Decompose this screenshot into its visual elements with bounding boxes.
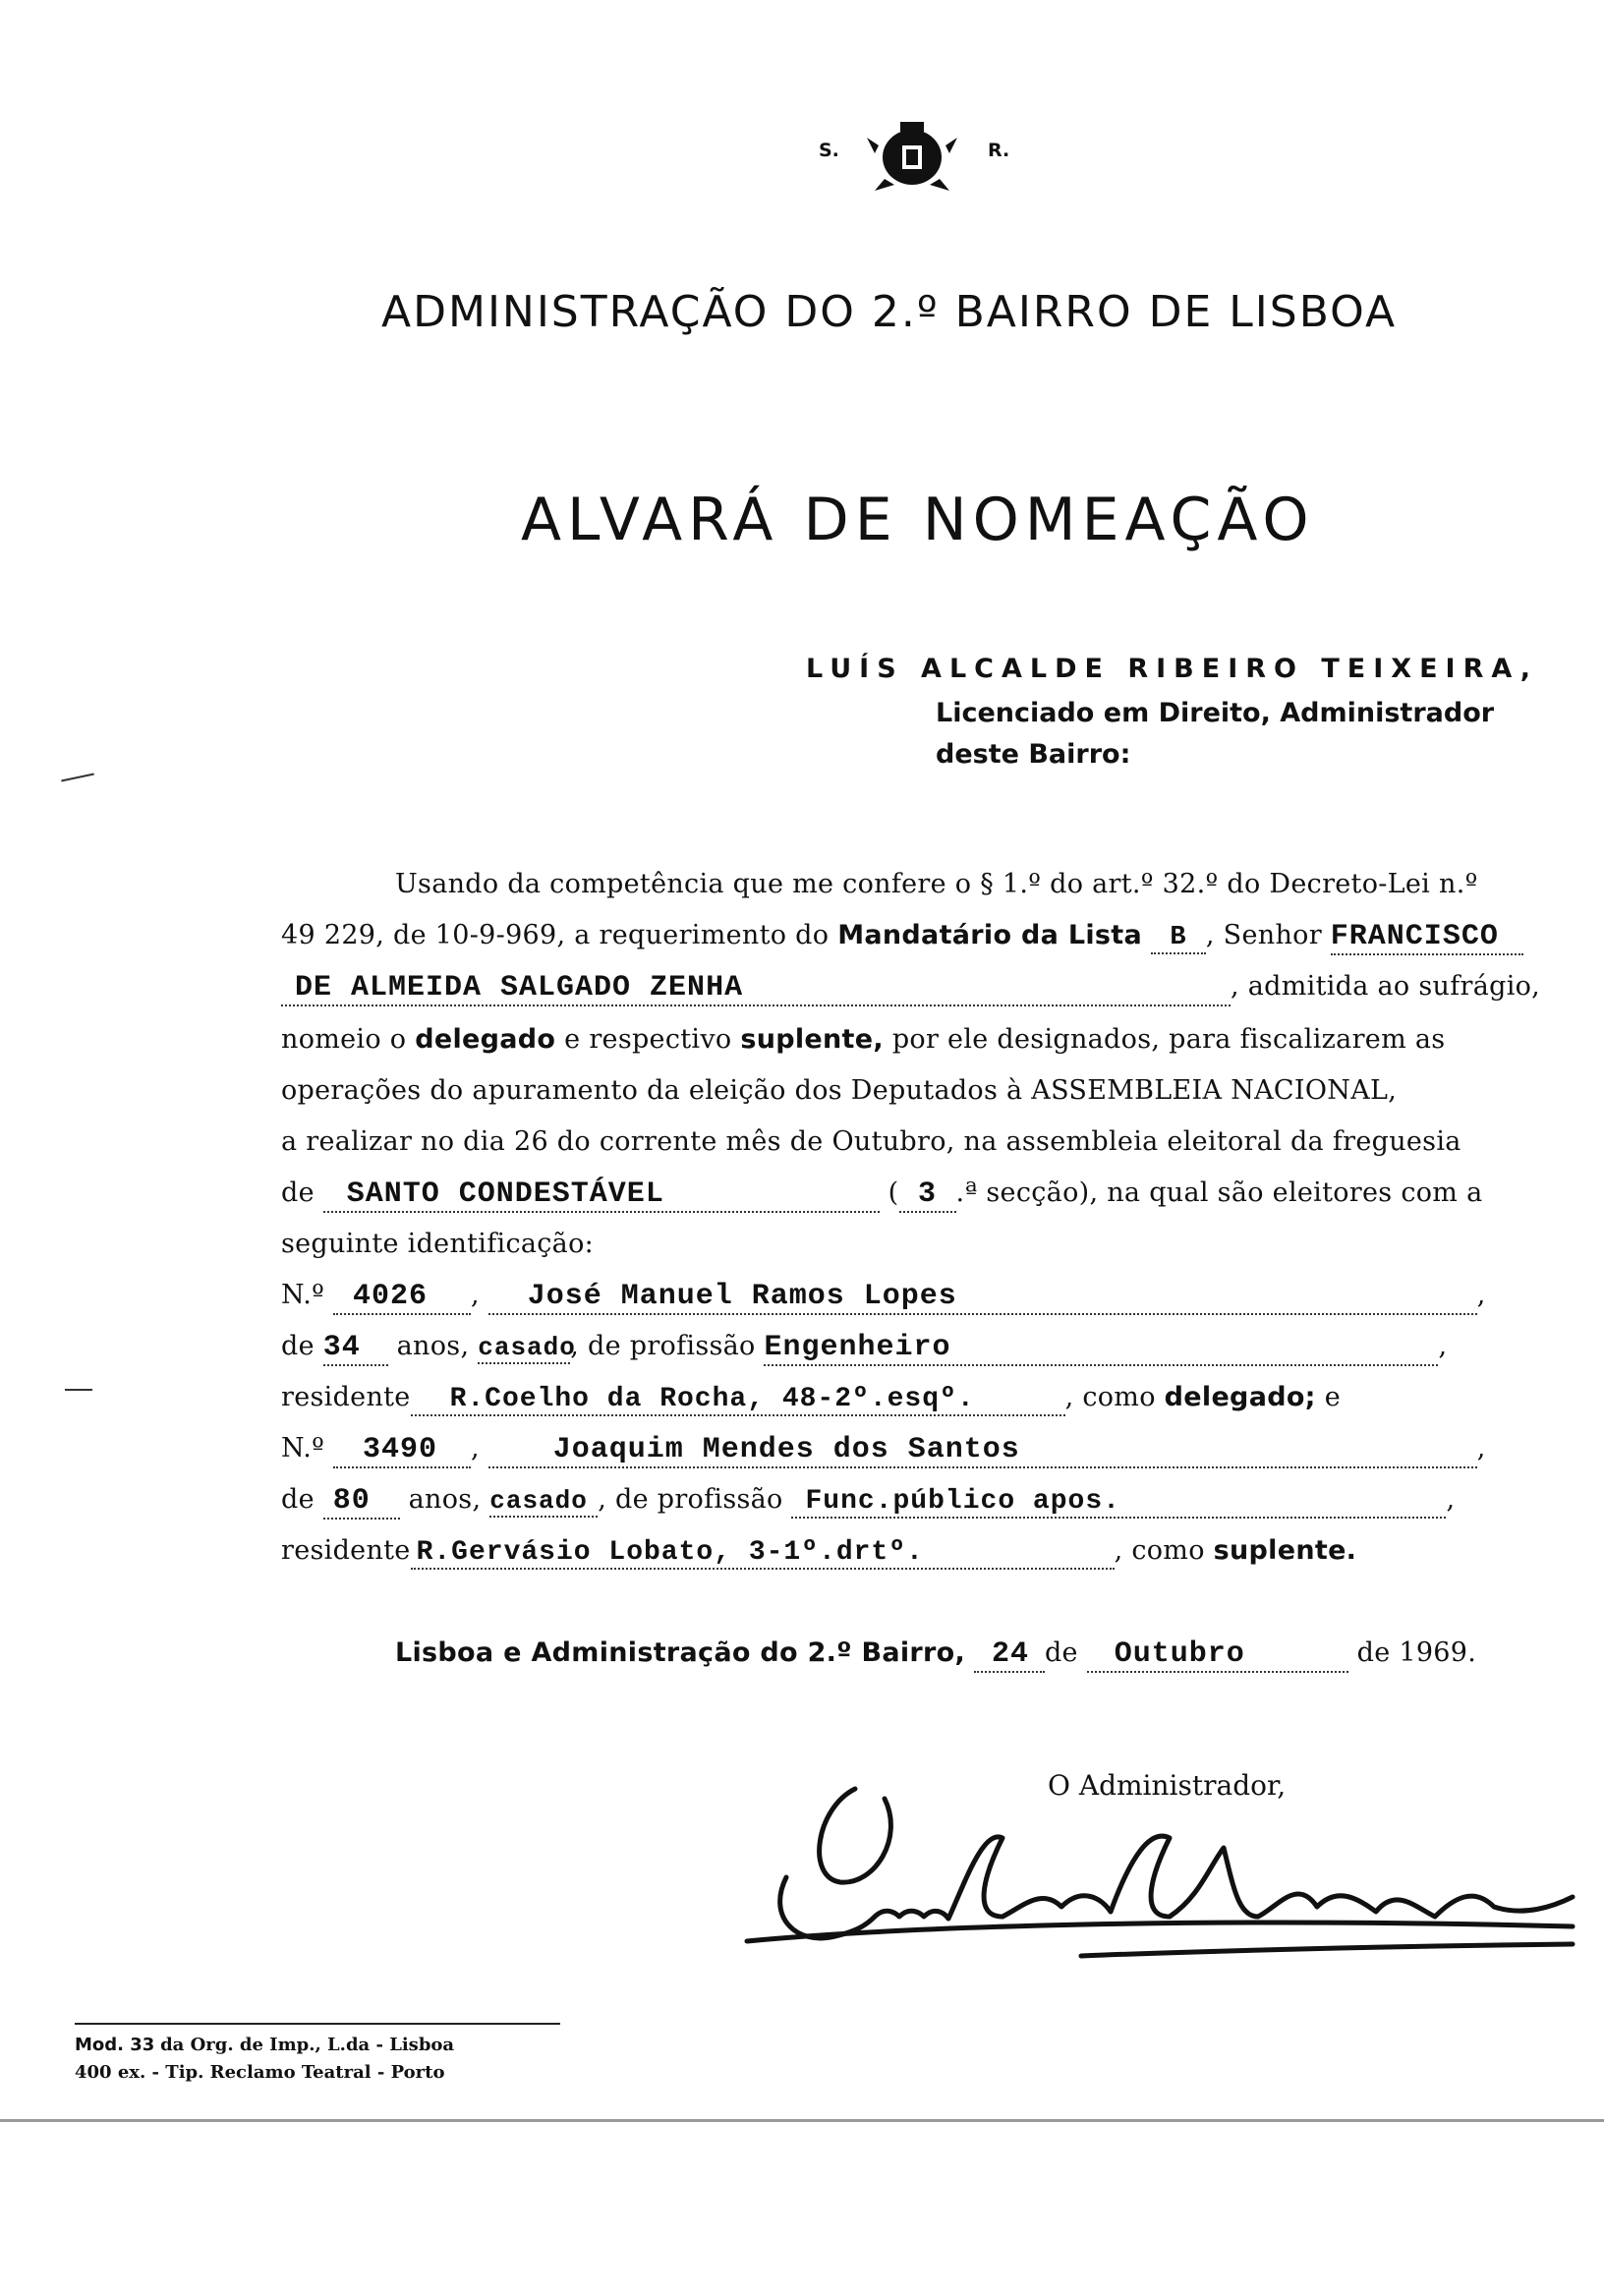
delegado-role: delegado; bbox=[1164, 1382, 1316, 1412]
body-line-3: DE ALMEIDA SALGADO ZENHA , admitida ao sufrágio, bbox=[281, 971, 1540, 1006]
document-title: ALVARÁ DE NOMEAÇÃO bbox=[521, 486, 1315, 554]
suplente-number: 3490 bbox=[362, 1433, 437, 1466]
delegado-address-row: residente R.Coelho da Rocha, 48-2º.esqº. , como delegado; e bbox=[281, 1382, 1341, 1414]
seccao-value: 3 bbox=[917, 1177, 937, 1211]
bottom-scan-edge bbox=[0, 2119, 1604, 2122]
body-line-6: a realizar no dia 26 do corrente mês de Outubro, na assembleia eleitoral da freguesia bbox=[281, 1126, 1461, 1157]
delegado-marital-status: casado bbox=[478, 1333, 576, 1362]
body-line-2: 49 229, de 10-9-969, a requerimento do Mandatário da Lista B , Senhor FRANCISCO bbox=[281, 920, 1523, 955]
issuer-jurisdiction: deste Bairro: bbox=[936, 739, 1131, 770]
delegado-age: 34 bbox=[322, 1331, 361, 1364]
suplente-age-row: de 80 anos, casado , de profissão Func.público apos. , bbox=[281, 1484, 1456, 1518]
delegado-address: R.Coelho da Rocha, 48-2º.esqº. bbox=[449, 1384, 975, 1414]
delegado-profession: Engenheiro bbox=[764, 1331, 951, 1364]
suplente-role: suplente. bbox=[1213, 1535, 1357, 1566]
delegado-name: José Manuel Ramos Lopes bbox=[527, 1280, 957, 1313]
issuer-name: LUÍS ALCALDE RIBEIRO TEIXEIRA, bbox=[806, 654, 1539, 684]
administration-title: ADMINISTRAÇÃO DO 2.º BAIRRO DE LISBOA bbox=[381, 287, 1398, 337]
footer-line-1 bbox=[75, 2035, 454, 2055]
footer-rule bbox=[75, 2023, 560, 2025]
handwritten-signature bbox=[708, 1769, 1592, 1976]
suplente-name: Joaquim Mendes dos Santos bbox=[552, 1433, 1020, 1466]
margin-mark bbox=[61, 773, 94, 781]
delegado-number: 4026 bbox=[352, 1280, 428, 1313]
suplente-marital-status: casado bbox=[489, 1486, 588, 1516]
mandatario-name-part1: FRANCISCO bbox=[1330, 920, 1499, 953]
body-line-1: Usando da competência que me confere o § 1.º do art.º 32.º do Decreto-Lei n.º bbox=[395, 869, 1478, 899]
emblem-right-letter: R. bbox=[988, 140, 1010, 161]
delegado-age-row: de 34 anos, casado, de profissão Engenheiro , bbox=[281, 1331, 1448, 1364]
place-date-line: Lisboa e Administração do 2.º Bairro, 24 de Outubro de 1969. bbox=[395, 1637, 1477, 1671]
suplente-age: 80 bbox=[332, 1484, 371, 1518]
body-line-4: nomeio o delegado e respectivo suplente, por ele designados, para fiscalizarem as bbox=[281, 1024, 1446, 1055]
suplente-address: R.Gervásio Lobato, 3-1º.drtº. bbox=[416, 1537, 924, 1568]
freguesia-value: SANTO CONDESTÁVEL bbox=[346, 1177, 664, 1211]
coat-of-arms-icon bbox=[865, 116, 959, 195]
footer-line-2: 400 ex. - Tip. Reclamo Teatral - Porto bbox=[75, 2062, 445, 2083]
model-number: Mod. 33 bbox=[75, 2035, 155, 2055]
lista-value: B bbox=[1170, 923, 1187, 952]
body-line-8: seguinte identificação: bbox=[281, 1229, 595, 1259]
margin-mark bbox=[65, 1389, 92, 1391]
body-line-5: operações do apuramento da eleição dos Deputados à ASSEMBLEIA NACIONAL, bbox=[281, 1075, 1398, 1106]
body-line-7: de SANTO CONDESTÁVEL ( 3 .ª secção), na qual são eleitores com a bbox=[281, 1177, 1483, 1211]
printer-name: da Org. de Imp., L.da - Lisboa bbox=[160, 2035, 455, 2055]
mandatario-label: Mandatário da Lista bbox=[837, 920, 1143, 950]
delegado-id-row: N.º 4026 , José Manuel Ramos Lopes , bbox=[281, 1280, 1486, 1313]
issuer-credentials: Licenciado em Direito, Administrador bbox=[936, 698, 1495, 728]
mandatario-name-part2: DE ALMEIDA SALGADO ZENHA bbox=[295, 971, 744, 1004]
suplente-id-row: N.º 3490 , Joaquim Mendes dos Santos , bbox=[281, 1433, 1486, 1466]
place-label: Lisboa e Administração do 2.º Bairro, bbox=[395, 1637, 966, 1668]
date-month: Outubro bbox=[1114, 1637, 1245, 1671]
date-day: 24 bbox=[991, 1637, 1029, 1671]
signer-title: O Administrador, bbox=[1048, 1769, 1287, 1802]
emblem-left-letter: S. bbox=[819, 140, 839, 161]
suplente-address-row: residente R.Gervásio Lobato, 3-1º.drtº. , como suplente. bbox=[281, 1535, 1357, 1568]
suplente-profession: Func.público apos. bbox=[805, 1486, 1120, 1517]
